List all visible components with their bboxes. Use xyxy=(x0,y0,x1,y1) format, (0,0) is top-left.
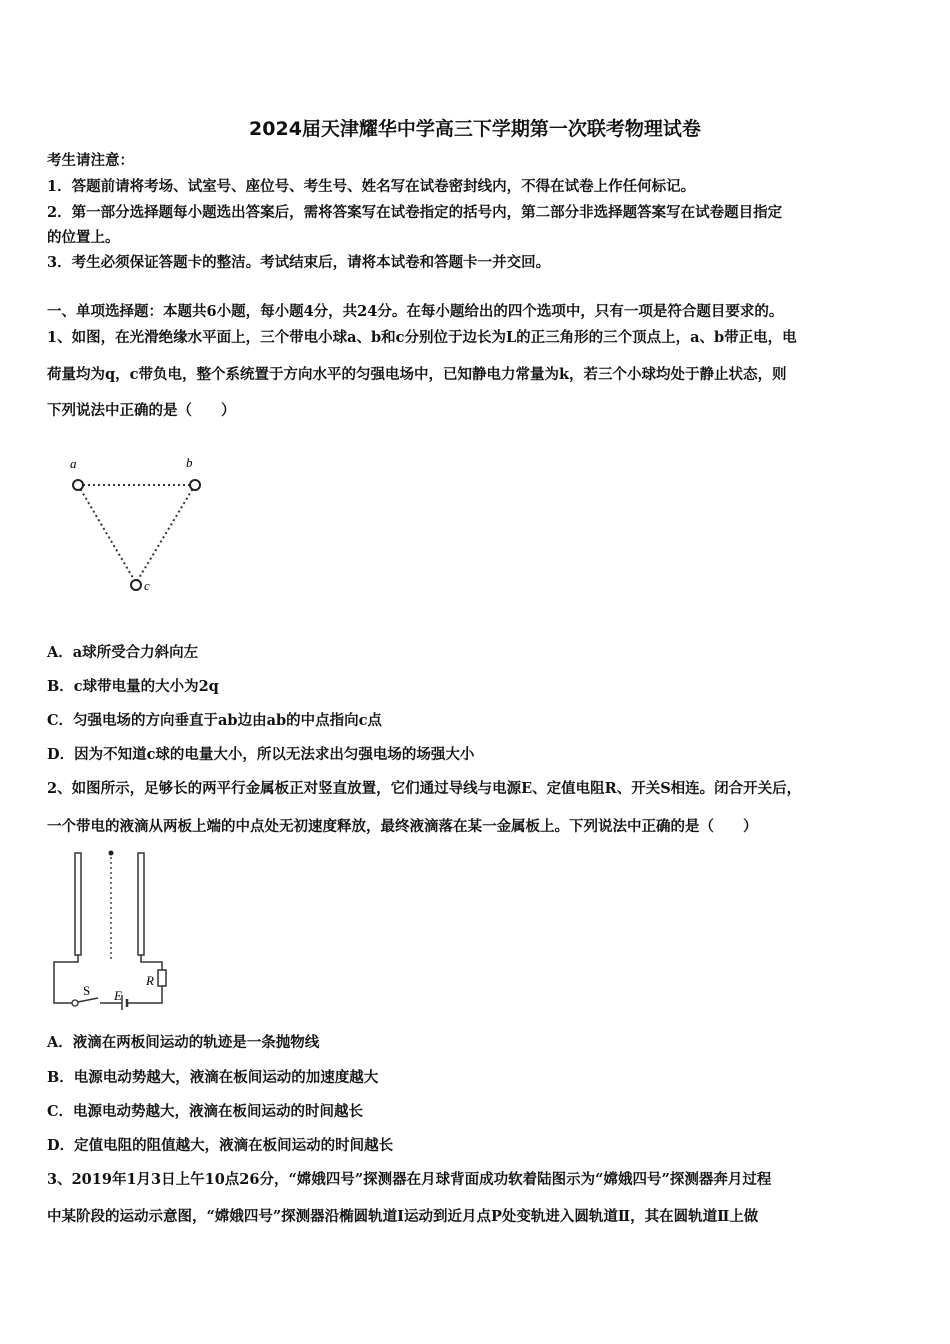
q2-option-d: D．定值电阻的阻值越大，液滴在板间运动的时间越长 xyxy=(47,1137,394,1154)
question-1-text: 1、如图，在光滑绝缘水平面上，三个带电小球a、b和c分别位于边长为L的正三角形的三个顶点上，a、b带正电，电 xyxy=(47,329,797,346)
section-heading: 一、单项选择题：本题共6小题，每小题4分，共24分。在每小题给出的四个选项中，只有一项是符合题目要求的。 xyxy=(47,303,784,320)
parallel-plates-circuit-figure xyxy=(50,850,180,1010)
left-plate xyxy=(75,853,81,955)
right-plate xyxy=(138,853,144,955)
label-s: S xyxy=(83,983,91,998)
wire-right-top xyxy=(141,955,162,970)
q2-option-a: A．液滴在两板间运动的轨迹是一条抛物线 xyxy=(47,1034,320,1051)
side-bc xyxy=(136,485,195,583)
page-title: 2024届天津耀华中学高三下学期第一次联考物理试卷 xyxy=(249,118,701,140)
q1-option-d: D．因为不知道c球的电量大小，所以无法求出匀强电场的场强大小 xyxy=(47,746,475,763)
resistor xyxy=(158,970,166,986)
question-2-text: 2、如图所示，足够长的两平行金属板正对竖直放置，它们通过导线与电源E、定值电阻R、开关S相连。闭合开关后， xyxy=(47,780,802,797)
notice-item: 的位置上。 xyxy=(47,229,120,246)
ball-c xyxy=(131,580,141,590)
q1-option-c: C．匀强电场的方向垂直于ab边由ab的中点指向c点 xyxy=(47,712,382,729)
wire-left xyxy=(54,955,78,1003)
notice-item: 2．第一部分选择题每小题选出答案后，需将答案写在试卷指定的括号内，第二部分非选择题答案写在试卷题目指定 xyxy=(47,204,783,221)
q1-option-b: B．c球带电量的大小为2q xyxy=(47,678,219,695)
switch-blade xyxy=(78,998,98,1002)
ball-b xyxy=(190,480,200,490)
label-r: R xyxy=(146,973,154,988)
q1-option-a: A．a球所受合力斜向左 xyxy=(47,644,199,661)
q2-option-c: C．电源电动势越大，液滴在板间运动的时间越长 xyxy=(47,1103,364,1120)
label-c: c xyxy=(144,578,150,593)
label-a: a xyxy=(70,456,77,471)
question-3-text: 中某阶段的运动示意图，“嫦娥四号”探测器沿椭圆轨道Ⅰ运动到近月点P处变轨进入圆轨道Ⅱ，其在圆轨道Ⅱ上做 xyxy=(47,1208,759,1225)
question-3-text: 3、2019年1月3日上午10点26分，“嫦娥四号”探测器在月球背面成功软着陆图示为“嫦娥四号”探测器奔月过程 xyxy=(47,1171,772,1188)
side-ac xyxy=(78,485,136,583)
switch-terminal xyxy=(72,1000,78,1006)
label-e: E xyxy=(114,988,122,1003)
ball-a xyxy=(73,480,83,490)
notice-heading: 考生请注意： xyxy=(47,152,134,169)
question-2-text: 一个带电的液滴从两板上端的中点处无初速度释放，最终液滴落在某一金属板上。下列说法中正确的是（ ） xyxy=(47,818,758,835)
droplet xyxy=(109,851,114,856)
q2-option-b: B．电源电动势越大，液滴在板间运动的加速度越大 xyxy=(47,1069,379,1086)
wire-right-bottom xyxy=(127,986,162,1003)
label-b: b xyxy=(186,455,193,470)
notice-item: 1．答题前请将考场、试室号、座位号、考生号、姓名写在试卷密封线内，不得在试卷上作任何标记。 xyxy=(47,178,696,195)
question-1-text: 下列说法中正确的是（ ） xyxy=(47,402,236,419)
notice-item: 3．考生必须保证答题卡的整洁。考试结束后，请将本试卷和答题卡一并交回。 xyxy=(47,254,551,271)
triangle-charges-figure xyxy=(60,450,220,600)
question-1-text: 荷量均为q，c带负电，整个系统置于方向水平的匀强电场中，已知静电力常量为k，若三个小球均处于静止状态，则 xyxy=(47,366,787,383)
